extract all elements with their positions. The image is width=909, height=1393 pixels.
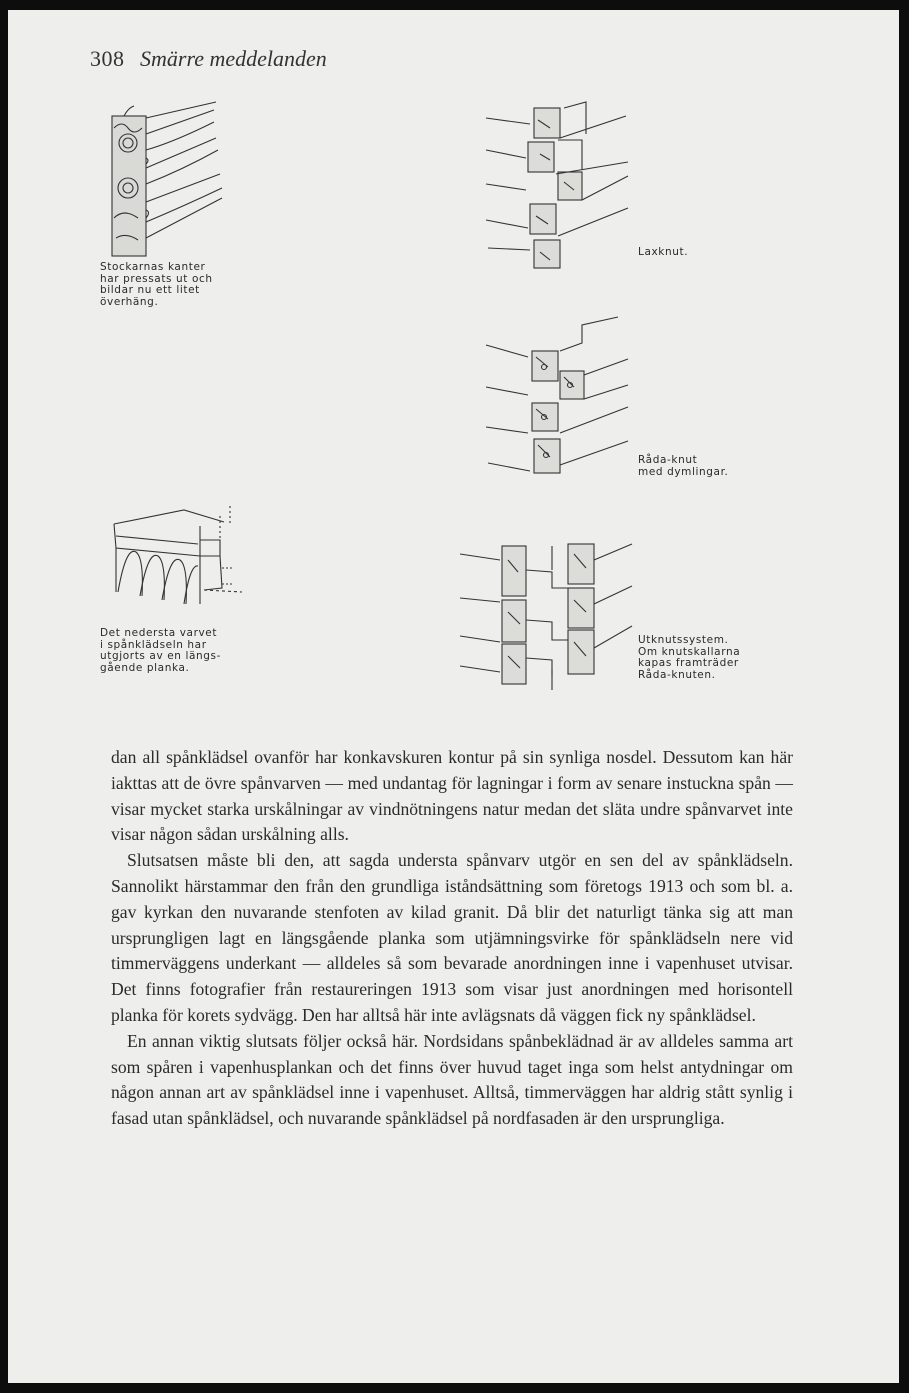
running-header [90, 46, 327, 72]
utknutssystem-drawing [452, 530, 642, 695]
paragraph: En annan viktig slutsats följer också här. Nordsidans spånbeklädnad är av alldeles samma art som spåren i vapenhusplankan och det finns över huvud taget inga som helst antydningar om någon annan art av spånklädsel inne i vapenhuset. Alltså, timmerväggen har aldrig stått synlig i fasad utan spånklädsel, och nuvarande spånklädsel på nordfasaden är den ursprungliga. [111, 1030, 793, 1129]
caption-fig5: Utknutssystem. Om knutskallarna kapas framträder Råda-knuten. [638, 634, 741, 681]
laxknut-drawing [478, 100, 638, 270]
caption-fig2: Laxknut. [638, 246, 689, 258]
paragraph: Slutsatsen måste bli den, att sagda understa spånvarv utgör en sen del av spånklädseln. Sannolikt härstammar den från den grundliga iståndsättning som företogs 1913 och som bl. a. gav kyrkan den nuvarande stenfoten av kilad granit. Då blir det naturligt tänka sig att man ursprungligen lagt en längsgående planka som utjämningsvirke för spånklädseln nere vid timmerväggens underkant — alldeles så som bevarade anordningen inne i vapenhuset utvisar. Det finns fotografier från restaureringen 1913 som visar just anordningen med horisontell planka för korets sydvägg. Den har alltså här inte avlägsnats då väggen fick ny spånklädsel. [111, 850, 793, 1025]
running-title: Smärre meddelanden [140, 46, 327, 71]
figure-rada-knut [478, 315, 638, 485]
caption-fig4: Det nedersta varvet i spånklädseln har utgjorts av en längs- gående planka. [100, 627, 221, 674]
figure-laxknut [478, 100, 638, 270]
rada-knut-drawing [478, 315, 638, 485]
caption-fig1: Stockarnas kanter har pressats ut och bildar nu ett litet överhäng. [100, 261, 213, 308]
log-overhang-drawing [104, 98, 244, 273]
figure-log-overhang [104, 98, 244, 273]
body-text [111, 745, 793, 1132]
caption-fig3: Råda-knut med dymlingar. [638, 454, 729, 478]
book-page [8, 10, 899, 1383]
planka-drawing [104, 496, 274, 621]
figure-planka [104, 496, 274, 621]
page-number: 308 [90, 46, 125, 71]
figure-utknutssystem [452, 530, 642, 695]
paragraph: dan all spånklädsel ovanför har konkavskuren kontur på sin synliga nosdel. Dessutom kan här iakttas att de övre spånvarven — med undantag för lagningar i form av senare instuckna spån — visar mycket starka urskålningar av vindnötningens natur medan det släta undre spånvarvet inte visar någon sådan urskålning alls. [111, 747, 793, 845]
